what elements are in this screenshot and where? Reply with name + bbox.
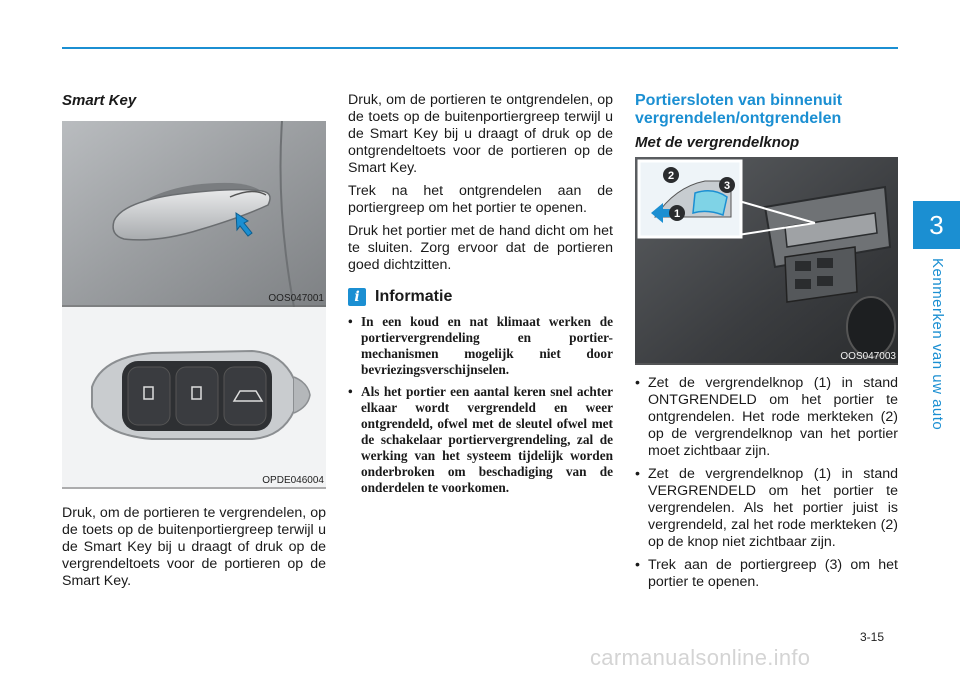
paragraph-close: Druk het portier met de hand dicht om het te sluiten. Zorg ervoor dat de portieren goed dichtzitten. [348,223,613,273]
info-header [348,288,613,306]
instruction-list [635,375,898,591]
figure-code-3: OOS047003 [840,351,896,362]
section-subheading: Met de vergrendelknop [635,134,800,151]
door-interior-illustration [635,157,898,365]
figure-door-handle [62,121,326,307]
info-title: Informatie [375,288,453,305]
column-1 [62,92,326,590]
callout-3: 3 [723,180,731,192]
paragraph-unlock: Druk, om de portieren te ontgrendelen, op de toets op de buitenportiergreep terwijl u de Smart Key bij u draagt of druk op de ontgrendeltoets voor de portieren op de Smart Key. [348,92,613,176]
page-number: 3-15 [860,630,885,644]
callout-2: 2 [667,170,675,182]
section-heading: Portiersloten van binnenuit vergrendelen/ontgrendelen [635,92,843,127]
info-icon: i [348,288,366,306]
instruction-item: • Trek aan de portiergreep (3) om het portier te openen. [635,557,898,591]
info-list [348,314,613,496]
paragraph-open: Trek na het ontgrendelen aan de portiergreep om het portier te openen. [348,183,613,216]
instruction-item: • Zet de vergrendelknop (1) in stand ONTGRENDELD om het portier te ontgrendelen. Het rode merkteken (2) op de vergrendelknop van het portier moet zichtbaar zijn. [635,375,898,460]
chapter-tab [913,201,960,249]
chapter-title: Kenmerken van uw auto [929,258,946,431]
info-item: • In een koud en nat klimaat werken de portiervergrendeling en portier-mechanismen mogelijk niet door bevriezingsverschijnselen. [348,314,613,378]
instruction-item: • Zet de vergrendelknop (1) in stand VERGRENDELD om het portier te vergrendelen. Als het portier juist is vergrendeld, zal het rode merkteken (2) op de knop niet zichtbaar zijn. [635,466,898,551]
callout-1: 1 [673,208,681,220]
figure-code-2: OPDE046004 [262,475,324,486]
figure-smart-key [62,307,326,489]
chapter-number: 3 [929,209,944,240]
paragraph-lock: Druk, om de portieren te vergrendelen, op de toets op de buitenportiergreep terwijl u de Smart Key bij u draagt of druk op de vergrendeltoets voor de portieren op de Smart Key. [62,505,326,589]
figure-code-1: OOS047001 [268,293,324,304]
door-handle-illustration [62,121,326,307]
top-rule [62,47,898,49]
figure-door-interior [635,157,898,365]
section-title-smart-key: Smart Key [62,92,137,109]
watermark: carmanualsonline.info [590,645,811,670]
smart-key-illustration [62,307,326,489]
column-2 [348,92,613,502]
column-3 [635,92,898,597]
info-item: • Als het portier een aantal keren snel achter elkaar wordt vergrendeld en weer ontgrendeld, ofwel met de sleutel ofwel met de schakelaar portiervergrendeling, zal de werking van het systeem tijdelijk worden onderbroken om beschadiging van de onderdelen te voorkomen. [348,384,613,496]
